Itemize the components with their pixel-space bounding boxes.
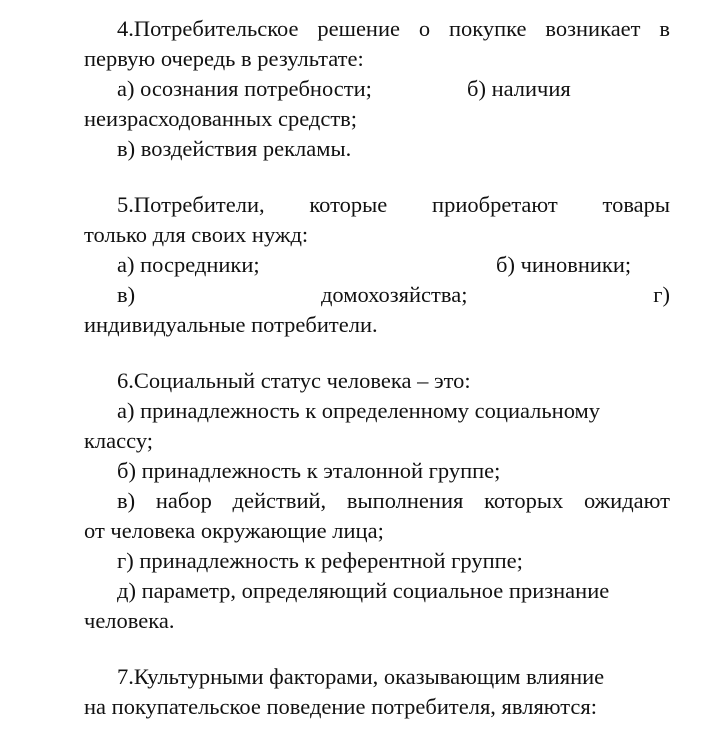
- question-5-option-c-letter: в): [117, 282, 136, 307]
- question-5-option-d-letter: г): [653, 282, 670, 307]
- question-4-option-b-cont: неизрасходованных средств;: [84, 106, 358, 131]
- question-6-option-c: в) набор действий, выполнения которых ожидают: [117, 488, 670, 513]
- question-5-option-c: домохозяйства;: [320, 282, 468, 307]
- question-6-option-a-cont: классу;: [84, 428, 154, 453]
- question-5-options-cd: [84, 280, 670, 310]
- question-5-title-cont: только для своих нужд:: [84, 222, 309, 247]
- question-6-option-a: а) принадлежность к определенному социальному: [117, 398, 601, 423]
- question-4-title: 4.Потребительское решение о покупке возникает в: [117, 16, 670, 41]
- question-5-title-word-3: приобретают: [432, 192, 558, 217]
- question-5-title-word-4: товары: [602, 192, 670, 217]
- question-4: [84, 14, 670, 164]
- question-7-title: 7.Культурными факторами, оказывающим влияние: [117, 664, 605, 689]
- question-6-option-e: д) параметр, определяющий социальное признание: [117, 578, 610, 603]
- question-6-option-e-cont: человека.: [84, 608, 175, 633]
- question-6-option-b: б) принадлежность к эталонной группе;: [117, 458, 501, 483]
- question-5-option-a: а) посредники;: [117, 252, 260, 277]
- question-5-option-b: б) чиновники;: [496, 252, 632, 277]
- question-4-title-cont: первую очередь в результате:: [84, 46, 364, 71]
- question-7-title-cont: на покупательское поведение потребителя, являются:: [84, 694, 598, 719]
- question-6-option-c-cont: от человека окружающие лица;: [84, 518, 384, 543]
- question-5-option-d: индивидуальные потребители.: [84, 312, 378, 337]
- question-5-title-word-2: которые: [309, 192, 388, 217]
- question-4-option-b: б) наличия: [467, 76, 571, 101]
- question-5-title-word-1: 5.Потребители,: [117, 192, 265, 217]
- question-6-title: 6.Социальный статус человека – это:: [117, 368, 471, 393]
- question-4-option-a: а) осознания потребности;: [117, 76, 372, 101]
- question-5: [84, 190, 670, 340]
- question-6-option-d: г) принадлежность к референтной группе;: [117, 548, 523, 573]
- question-4-option-c: в) воздействия рекламы.: [117, 136, 352, 161]
- question-6: [84, 366, 670, 636]
- question-4-options-ab: [84, 74, 670, 104]
- question-7: [84, 662, 670, 722]
- question-5-title: [84, 190, 670, 220]
- question-5-options-ab: [84, 250, 670, 280]
- document-page: [84, 14, 670, 748]
